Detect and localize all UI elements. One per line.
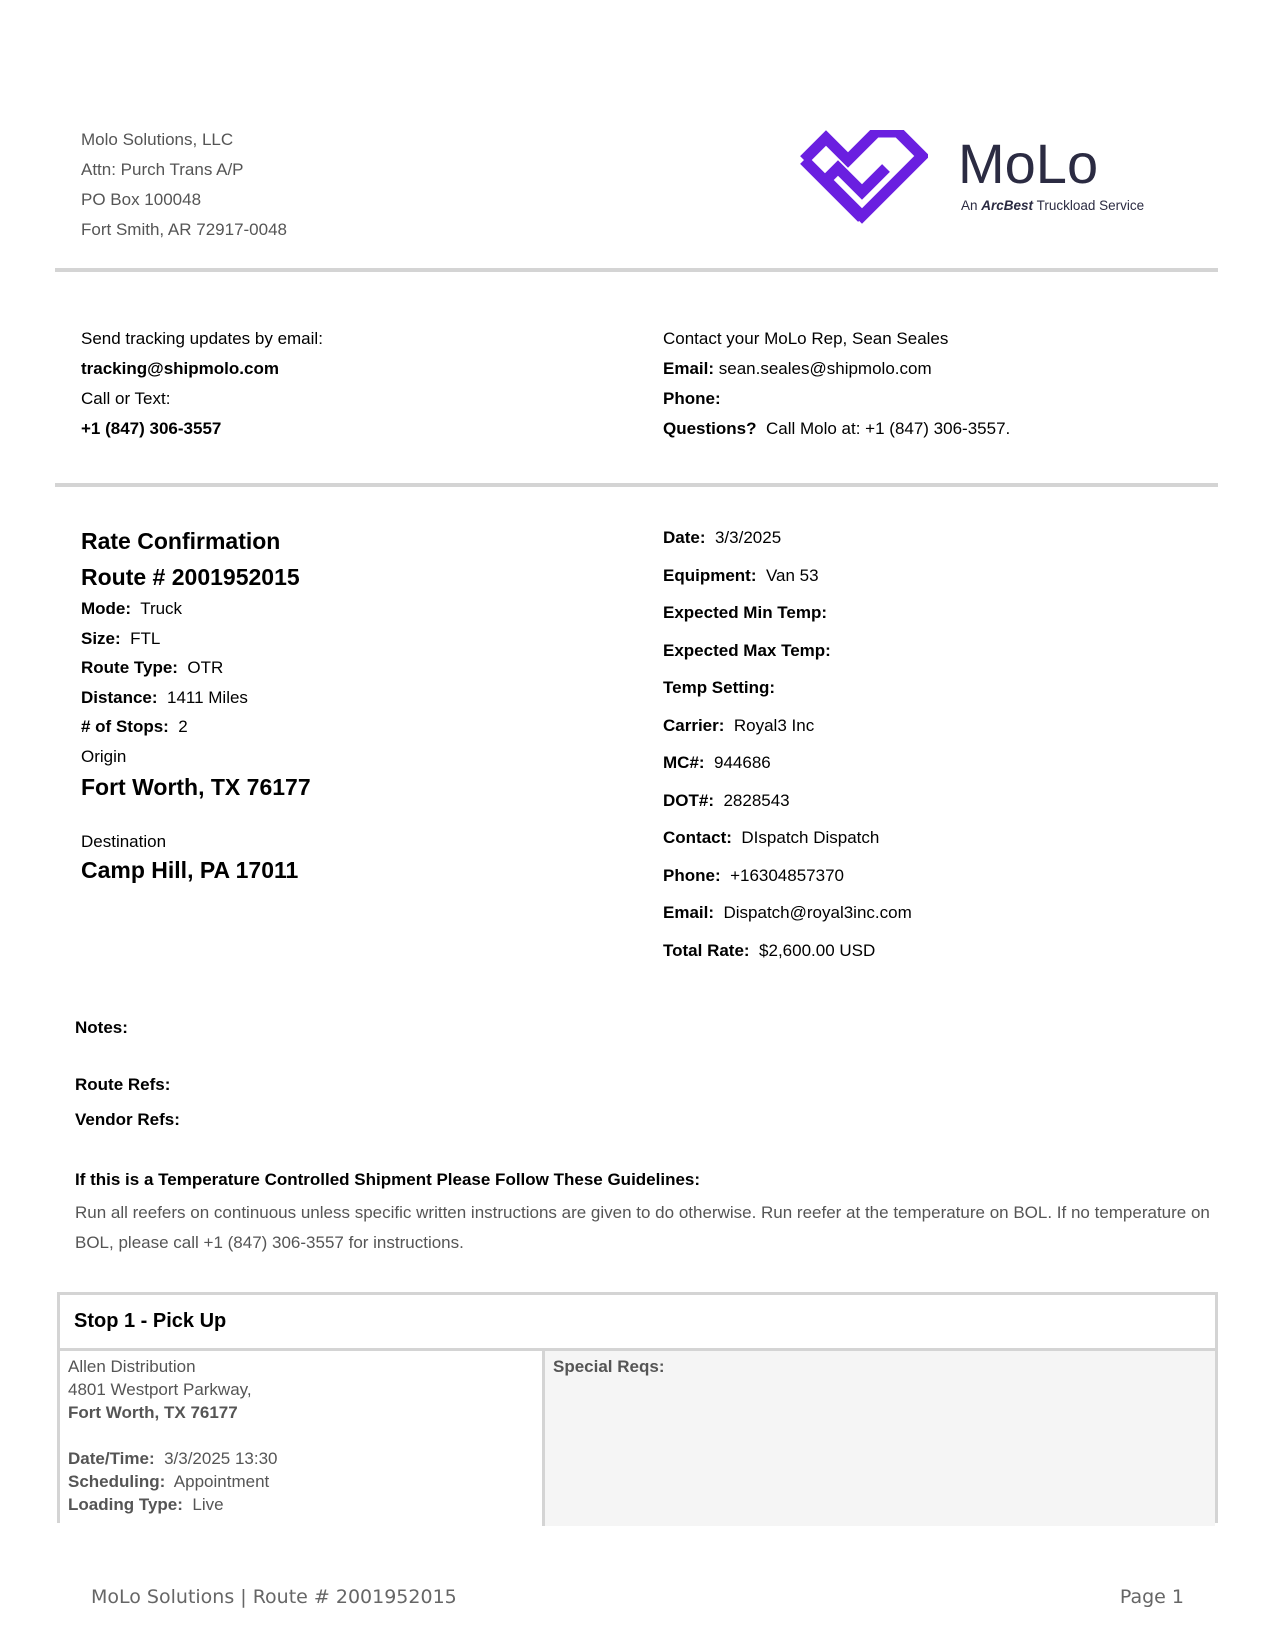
datetime-value: 3/3/2025 13:30 — [164, 1449, 278, 1468]
tracking-email[interactable]: tracking@shipmolo.com — [81, 359, 279, 378]
questions-label: Questions? — [663, 419, 757, 438]
email-value[interactable]: Dispatch@royal3inc.com — [723, 903, 912, 922]
size-label: Size: — [81, 628, 121, 648]
logo-tagline — [961, 198, 1144, 213]
total-rate-value: $2,600.00 USD — [759, 940, 876, 960]
equipment-row — [663, 561, 912, 599]
max-temp-label: Expected Max Temp: — [663, 640, 831, 660]
contact-label: Contact: — [663, 828, 732, 847]
stops-label: # of Stops: — [81, 717, 169, 736]
tracking-info — [81, 324, 323, 444]
mode-label: Mode: — [81, 599, 132, 618]
special-reqs — [542, 1351, 1215, 1526]
phone-row — [663, 861, 912, 899]
divider — [55, 268, 1218, 272]
origin-label: Origin — [81, 746, 127, 766]
contact-row — [663, 823, 912, 861]
stop-city: Fort Worth, TX 76177 — [68, 1403, 238, 1422]
stop-title: Stop 1 - Pick Up — [60, 1295, 1215, 1351]
footer-left: MoLo Solutions | Route # 2001952015 — [91, 1586, 457, 1608]
scheduling-label: Scheduling: — [68, 1472, 166, 1491]
route-type-row — [81, 653, 311, 683]
stop-scheduling-row — [68, 1470, 534, 1493]
address-line: Attn: Purch Trans A/P — [81, 160, 244, 179]
questions-text: Call Molo at: +1 (847) 306-3557. — [765, 419, 1011, 438]
rep-email-label: Email: — [663, 359, 715, 378]
phone-label: Phone: — [663, 865, 721, 885]
molo-logo-mark-icon — [798, 130, 928, 225]
date-row — [663, 523, 912, 561]
size-row — [81, 624, 311, 654]
email-label: Email: — [663, 903, 715, 922]
logo-wordmark: MoLo — [958, 132, 1099, 195]
route-type-label: Route Type: — [81, 658, 178, 677]
page-title: Rate Confirmation — [81, 528, 281, 554]
distance-row — [81, 683, 311, 713]
rep-questions-row — [663, 414, 1010, 444]
route-summary — [81, 594, 311, 886]
mc-value: 944686 — [714, 753, 771, 772]
tagline-prefix: An — [961, 198, 978, 213]
datetime-label: Date/Time: — [68, 1449, 155, 1468]
contact-value: DIspatch Dispatch — [741, 828, 880, 847]
rep-info — [663, 324, 1010, 444]
tracking-label: Send tracking updates by email: — [81, 329, 323, 348]
equipment-value: Van 53 — [765, 565, 819, 585]
tagline-suffix: Truckload Service — [1036, 198, 1145, 213]
min-temp-label: Expected Min Temp: — [663, 603, 828, 622]
stops-row — [81, 712, 311, 742]
origin-city: Fort Worth, TX 76177 — [81, 774, 311, 800]
rep-email-row — [663, 354, 1010, 384]
mc-row — [663, 748, 912, 786]
rep-phone-row — [663, 384, 1010, 414]
stops-value: 2 — [178, 717, 188, 736]
rate-heading — [81, 523, 300, 595]
spacer — [68, 1424, 534, 1447]
mc-label: MC#: — [663, 753, 705, 772]
carrier-label: Carrier: — [663, 715, 725, 735]
destination-city: Camp Hill, PA 17011 — [81, 857, 299, 883]
dot-label: DOT#: — [663, 790, 714, 810]
stop-card — [57, 1292, 1218, 1523]
scheduling-value: Appointment — [173, 1472, 270, 1491]
distance-label: Distance: — [81, 687, 158, 707]
guidelines-text: Run all reefers on continuous unless specific written instructions are given to do otherwise. Run reefer at the temperature on BOL. If no temperature on BOL, please call +1 (847) 306-3557 for instructions. — [75, 1203, 1210, 1252]
stop-loading-row — [68, 1493, 534, 1516]
tracking-phone[interactable]: +1 (847) 306-3557 — [81, 419, 222, 438]
stop-address — [60, 1351, 542, 1526]
vendor-refs-label: Vendor Refs: — [75, 1110, 180, 1129]
email-row — [663, 898, 912, 936]
stop-street: 4801 Westport Parkway, — [68, 1380, 252, 1399]
mode-value: Truck — [140, 599, 183, 618]
carrier-row — [663, 711, 912, 749]
equipment-label: Equipment: — [663, 565, 757, 585]
total-rate-label: Total Rate: — [663, 940, 750, 960]
route-refs-label: Route Refs: — [75, 1075, 171, 1094]
molo-logo — [798, 130, 1178, 230]
rep-label: Contact your MoLo Rep, Sean Seales — [663, 329, 949, 348]
notes-label: Notes: — [75, 1018, 128, 1037]
page-number: Page 1 — [1119, 1586, 1184, 1608]
dot-value: 2828543 — [723, 790, 790, 810]
mode-row — [81, 594, 311, 624]
total-rate-row — [663, 936, 912, 974]
destination-label: Destination — [81, 831, 167, 851]
address-line: PO Box 100048 — [81, 190, 202, 209]
temp-setting-row — [663, 673, 912, 711]
address-line: Molo Solutions, LLC — [81, 130, 234, 149]
temp-setting-label: Temp Setting: — [663, 678, 776, 697]
billing-address — [81, 125, 287, 245]
rep-phone-label: Phone: — [663, 389, 721, 408]
min-temp-row — [663, 598, 912, 636]
dot-row — [663, 786, 912, 824]
divider — [55, 483, 1218, 487]
loading-value: Live — [192, 1495, 224, 1514]
route-type-value: OTR — [187, 658, 224, 677]
tagline-brand: ArcBest — [981, 198, 1034, 213]
loading-label: Loading Type: — [68, 1495, 183, 1514]
stop-facility-name: Allen Distribution — [68, 1357, 196, 1376]
guidelines-title: If this is a Temperature Controlled Shipment Please Follow These Guidelines: — [75, 1170, 701, 1189]
max-temp-row — [663, 636, 912, 674]
phone-value[interactable]: +16304857370 — [730, 865, 844, 885]
rep-email[interactable]: sean.seales@shipmolo.com — [718, 359, 932, 378]
load-details — [663, 523, 912, 973]
date-label: Date: — [663, 528, 706, 547]
route-number: Route # 2001952015 — [81, 564, 300, 590]
special-reqs-label: Special Reqs: — [553, 1357, 665, 1376]
distance-value: 1411 Miles — [166, 687, 248, 707]
date-value: 3/3/2025 — [714, 528, 782, 547]
call-label: Call or Text: — [81, 389, 171, 408]
stop-datetime-row — [68, 1447, 534, 1470]
size-value: FTL — [130, 628, 161, 648]
address-line: Fort Smith, AR 72917-0048 — [81, 220, 288, 239]
carrier-value: Royal3 Inc — [733, 715, 815, 735]
